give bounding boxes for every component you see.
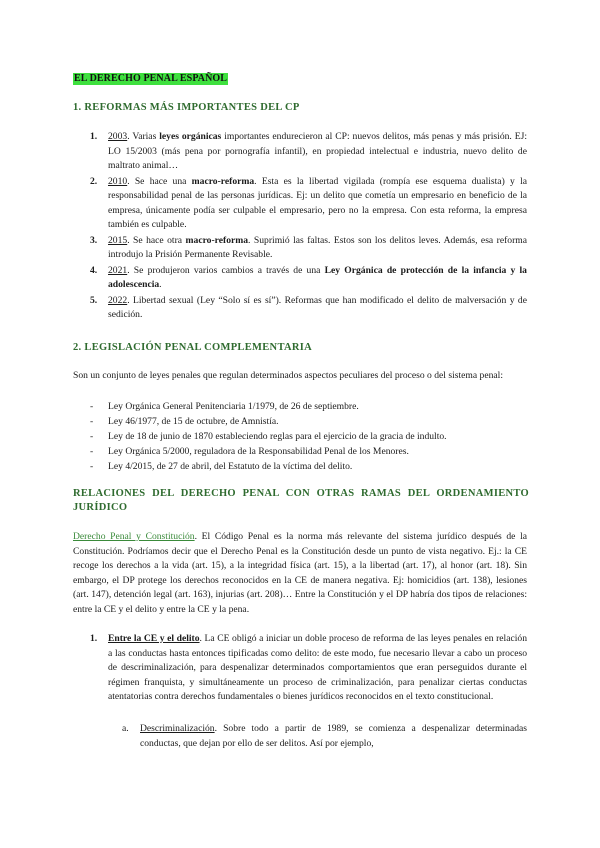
list-item: - Ley 4/2015, de 27 de abril, del Estatuto de la víctima del delito. — [90, 461, 353, 472]
constitution-lead: Derecho Penal y Constitución — [73, 531, 195, 542]
list-item: - Ley 46/1977, de 15 de octubre, de Amnistía. — [90, 416, 279, 427]
list-item: a. Descriminalización. Sobre todo a partir de 1989, se comienza a despenalizar determinadas conductas, que dejan por ello de ser delitos. Así por ejemplo, — [122, 723, 527, 749]
list-item: 4. 2021. Se produjeron varios cambios a través de una Ley Orgánica de protección de la infancia y la adolescencia. — [90, 264, 527, 290]
list-item: - Ley de 18 de junio de 1870 estableciendo reglas para el ejercicio de la gracia de indulto. — [90, 431, 447, 442]
relations-list — [90, 632, 527, 705]
list-item: 1. Entre la CE y el delito. La CE obligó a iniciar un doble proceso de reforma de las leyes penales en relación a las conductas hasta entonces tipificadas como delito: de este modo, fue necesario llevar a cabo un proceso de descriminalización, para despenalizar determinados comportamientos que eran perseguidos durante el régimen franquista, y simultáneamente un proceso de criminalización, para penalizar ciertas conductas atentatorias contra derechos fundamentales o bienes jurídicos reconocidos en el texto constitucional. — [90, 633, 527, 702]
reforms-list — [90, 130, 527, 324]
legislation-list — [90, 399, 520, 474]
list-item: 1. 2003. Varias leyes orgánicas importantes endurecieron al CP: nuevos delitos, más penas y más prisión. EJ: LO 15/2003 (más pena por pornografía infantil), en propiedad intelectual e industria, nuevo delito de maltrato animal… — [90, 131, 527, 171]
list-item: - Ley Orgánica 5/2000, reguladora de la Responsabilidad Penal de los Menores. — [90, 446, 409, 457]
list-item: 5. 2022. Libertad sexual (Ley “Solo sí es sí”). Reformas que han modificado el delito de malversación y de sedición. — [90, 294, 527, 320]
section-2-intro: Son un conjunto de leyes penales que regulan determinados aspectos peculiares del proceso o del sistema penal: — [73, 370, 503, 381]
descriminalizacion-list — [122, 722, 527, 751]
list-item: - Ley Orgánica General Penitenciaria 1/1979, de 26 de septiembre. — [90, 401, 359, 412]
section-3-heading: RELACIONES DEL DERECHO PENAL CON OTRAS RAMAS DEL ORDENAMIENTO JURÍDICO — [73, 488, 529, 513]
constitution-paragraph: Derecho Penal y Constitución. El Código Penal es la norma más relevante del sistema jurídico después de la Constitución. Podríamos decir que el Derecho Penal es la Constitución desde un punto de vista negativo. Ej.: la CE recoge los derechos a la vida (art. 15), a la integridad física (art. 15), a la libertad (art. 17), al honor (art. 18). Sin embargo, el DP protege los derechos reconocidos en la CE de manera negativa. Ej: homicidios (art. 138), lesiones (art. 147), detención legal (art. 163), injurias (art. 208)… Entre la Constitución y el DP habría dos tipos de relaciones: entre la CE y el delito y entre la CE y la pena. — [73, 531, 527, 615]
section-1-heading: 1. REFORMAS MÁS IMPORTANTES DEL CP — [73, 102, 300, 113]
list-item: 2. 2010. Se hace una macro-reforma. Esta es la libertad vigilada (rompía ese esquema dualista) y la responsabilidad penal de las personas jurídicas. Ej: un delito que cometía un empresario en beneficio de la empresa, únicamente podía ser culpable el empresario, pero no la empresa. Con esta reforma, la empresa también es culpable. — [90, 175, 528, 230]
list-item: 3. 2015. Se hace otra macro-reforma. Suprimió las faltas. Estos son los delitos leves. Además, esa reforma introdujo la Prisión Permanente Revisable. — [90, 234, 528, 260]
document-title: EL DERECHO PENAL ESPAÑOL — [74, 73, 228, 84]
section-2-heading: 2. LEGISLACIÓN PENAL COMPLEMENTARIA — [73, 342, 312, 353]
